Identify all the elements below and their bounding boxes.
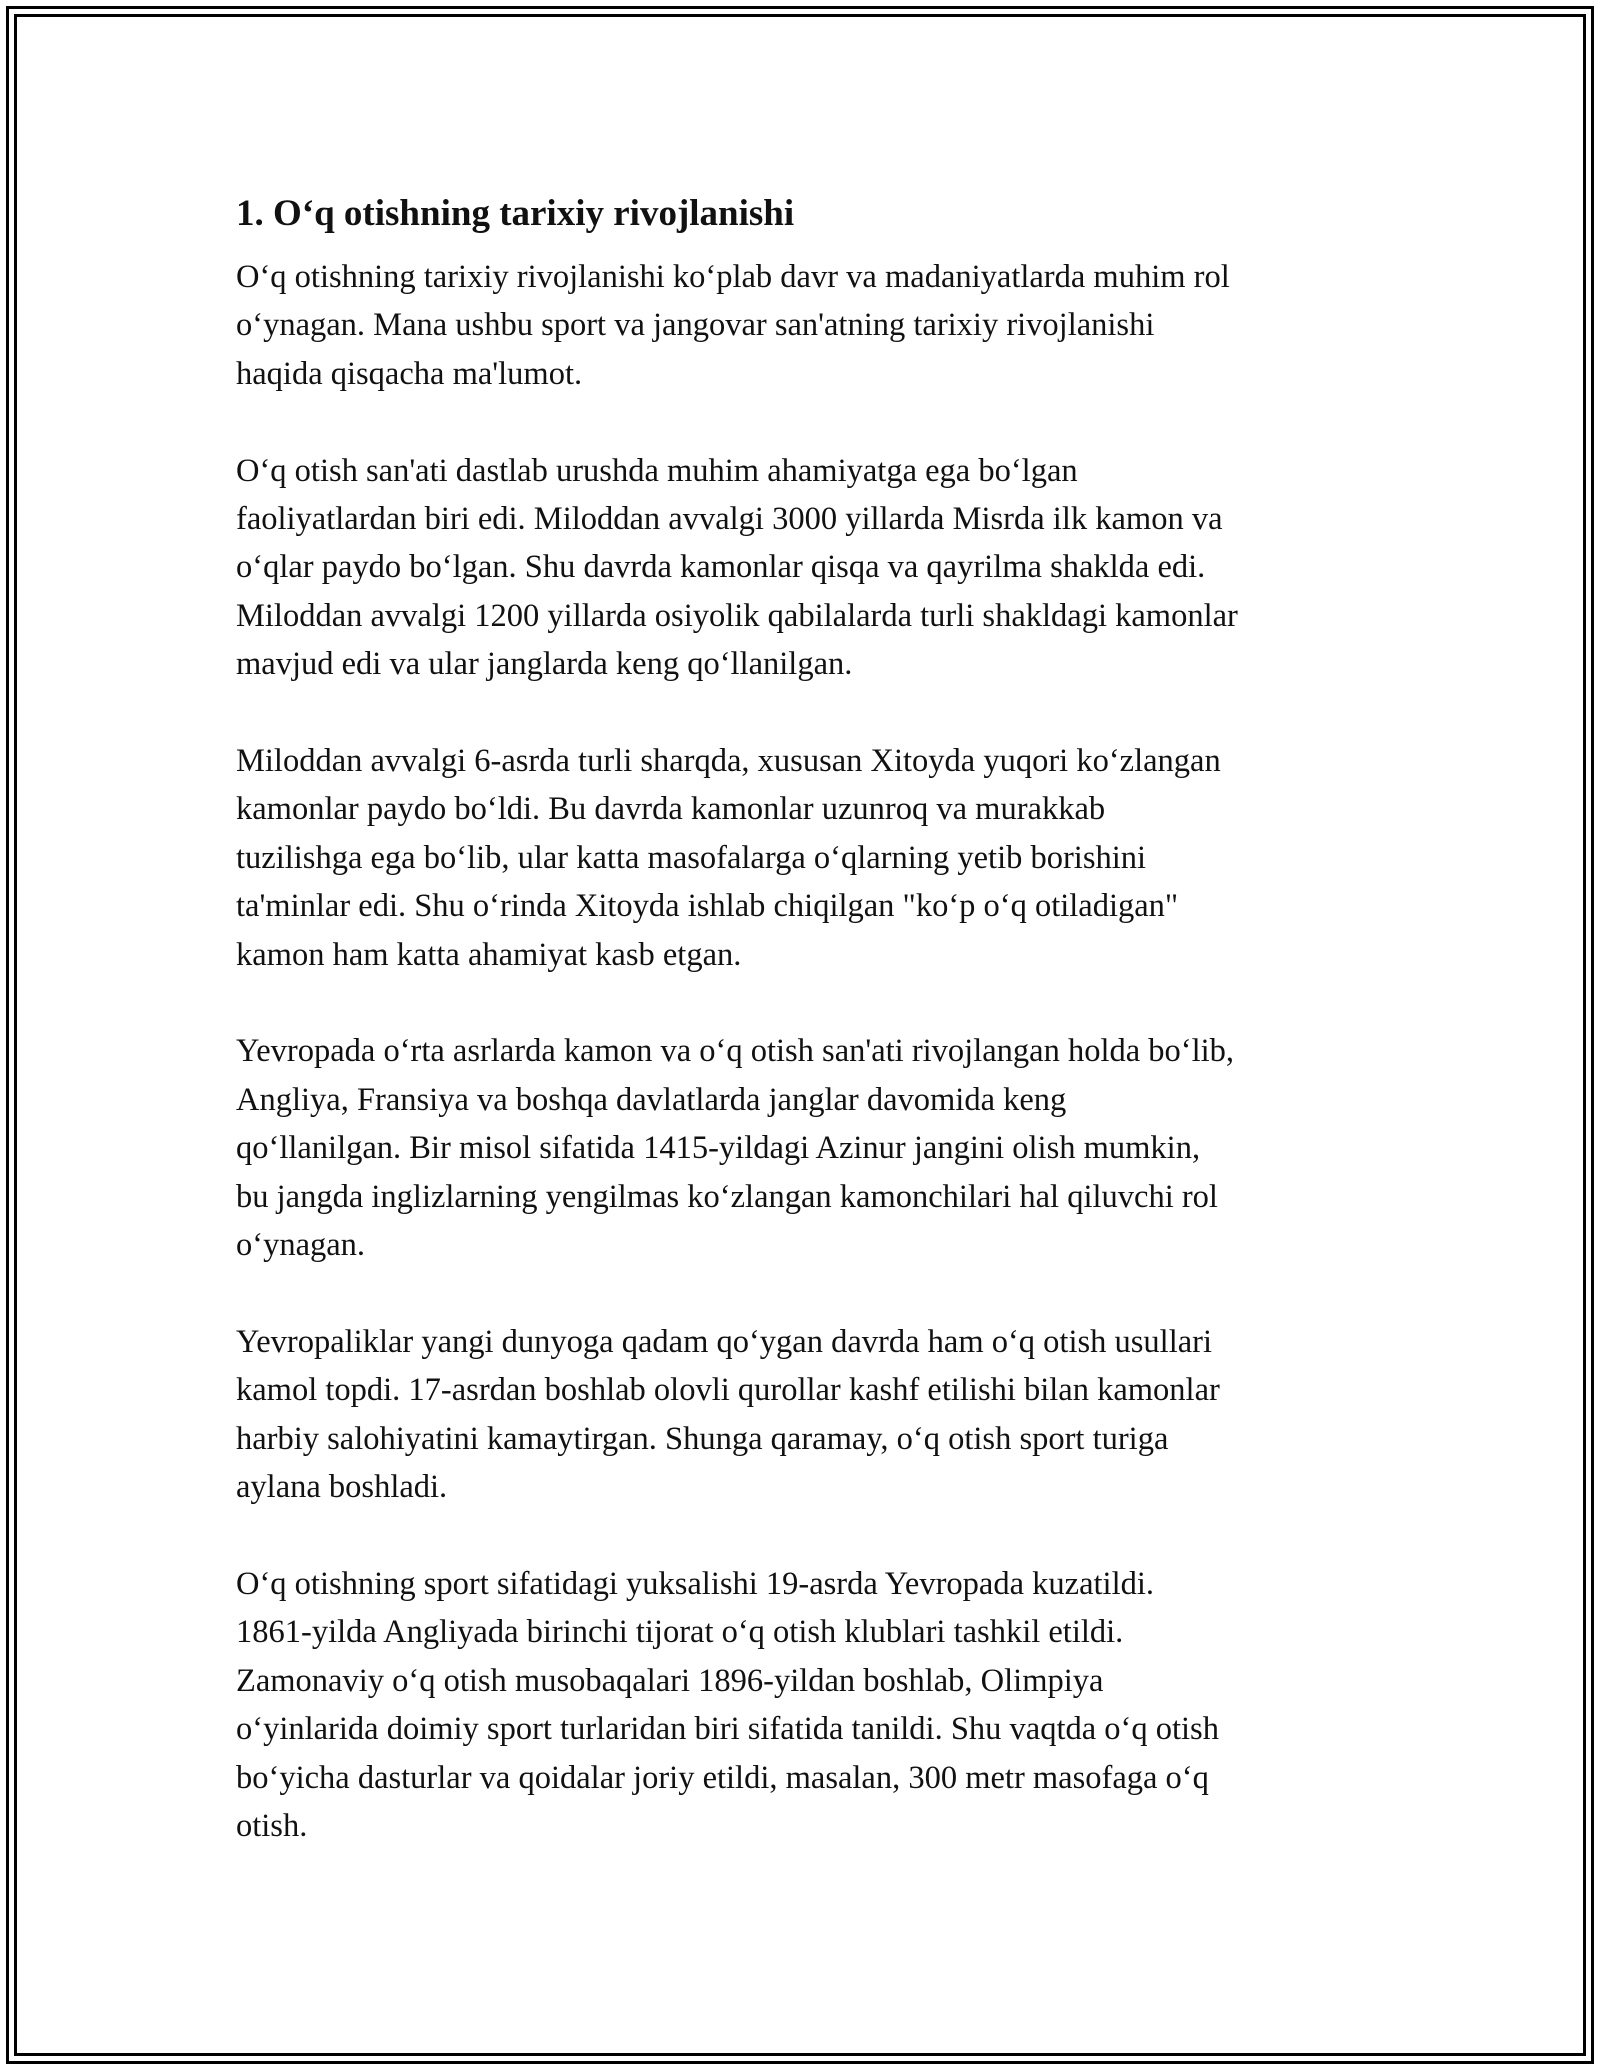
paragraph-china: Miloddan avvalgi 6-asrda turli sharqda, xususan Xitoyda yuqori koʻzlangan kamonlar paydo boʻldi. Bu davrda kamonlar uzunroq va murakkab tuzilishga ega boʻlib, ular katta masofalarga oʻqlarning yetib borishini ta'minlar edi. Shu oʻrinda Xitoyda ishlab chiqilgan "koʻp oʻq otiladigan" kamon ham katta ahamiyat kasb etgan.	[236, 743, 1221, 973]
paragraph-sport: Oʻq otishning sport sifatidagi yuksalishi 19-asrda Yevropada kuzatildi. 1861-yilda Angliyada birinchi tijorat oʻq otish klublari tashkil etildi. Zamonaviy oʻq otish musobaqalari 1896-yildan boshlab, Olimpiya oʻyinlarida doimiy sport turlaridan biri sifatida tanildi. Shu vaqtda oʻq otish boʻyicha dasturlar va qoidalar joriy etildi, masalan, 300 metr masofaga oʻq otish.	[236, 1565, 1219, 1844]
paragraph-new-world: Yevropaliklar yangi dunyoga qadam qoʻygan davrda ham oʻq otish usullari kamol topdi. 17-asrdan boshlab olovli qurollar kashf etilishi bilan kamonlar harbiy salohiyatini kamaytirgan. Shunga qaramay, oʻq otish sport turiga aylana boshladi.	[236, 1323, 1220, 1506]
document-body	[236, 185, 1386, 1899]
paragraph-ancient-egypt: Oʻq otish san'ati dastlab urushda muhim ahamiyatga ega boʻlgan faoliyatlardan biri edi. Miloddan avvalgi 3000 yillarda Misrda ilk kamon va oʻqlar paydo boʻlgan. Shu davrda kamonlar qisqa va qayrilma shaklda edi. Miloddan avvalgi 1200 yillarda osiyolik qabilalarda turli shakldagi kamonlar mavjud edi va ular janglarda keng qoʻllanilgan.	[236, 452, 1238, 683]
section-heading: 1. Oʻq otishning tarixiy rivojlanishi	[236, 193, 795, 234]
paragraph-medieval-europe: Yevropada oʻrta asrlarda kamon va oʻq otish san'ati rivojlangan holda boʻlib, Angliya, Fransiya va boshqa davlatlarda janglar davomida keng qoʻllanilgan. Bir misol sifatida 1415-yildagi Azinur jangini olish mumkin, bu jangda inglizlarning yengilmas koʻzlangan kamonchilari hal qiluvchi rol oʻynagan.	[236, 1033, 1235, 1264]
paragraph-intro: Oʻq otishning tarixiy rivojlanishi koʻplab davr va madaniyatlarda muhim rol oʻynagan. Mana ushbu sport va jangovar san'atning tarixiy rivojlanishi haqida qisqacha ma'lumot.	[236, 259, 1230, 392]
